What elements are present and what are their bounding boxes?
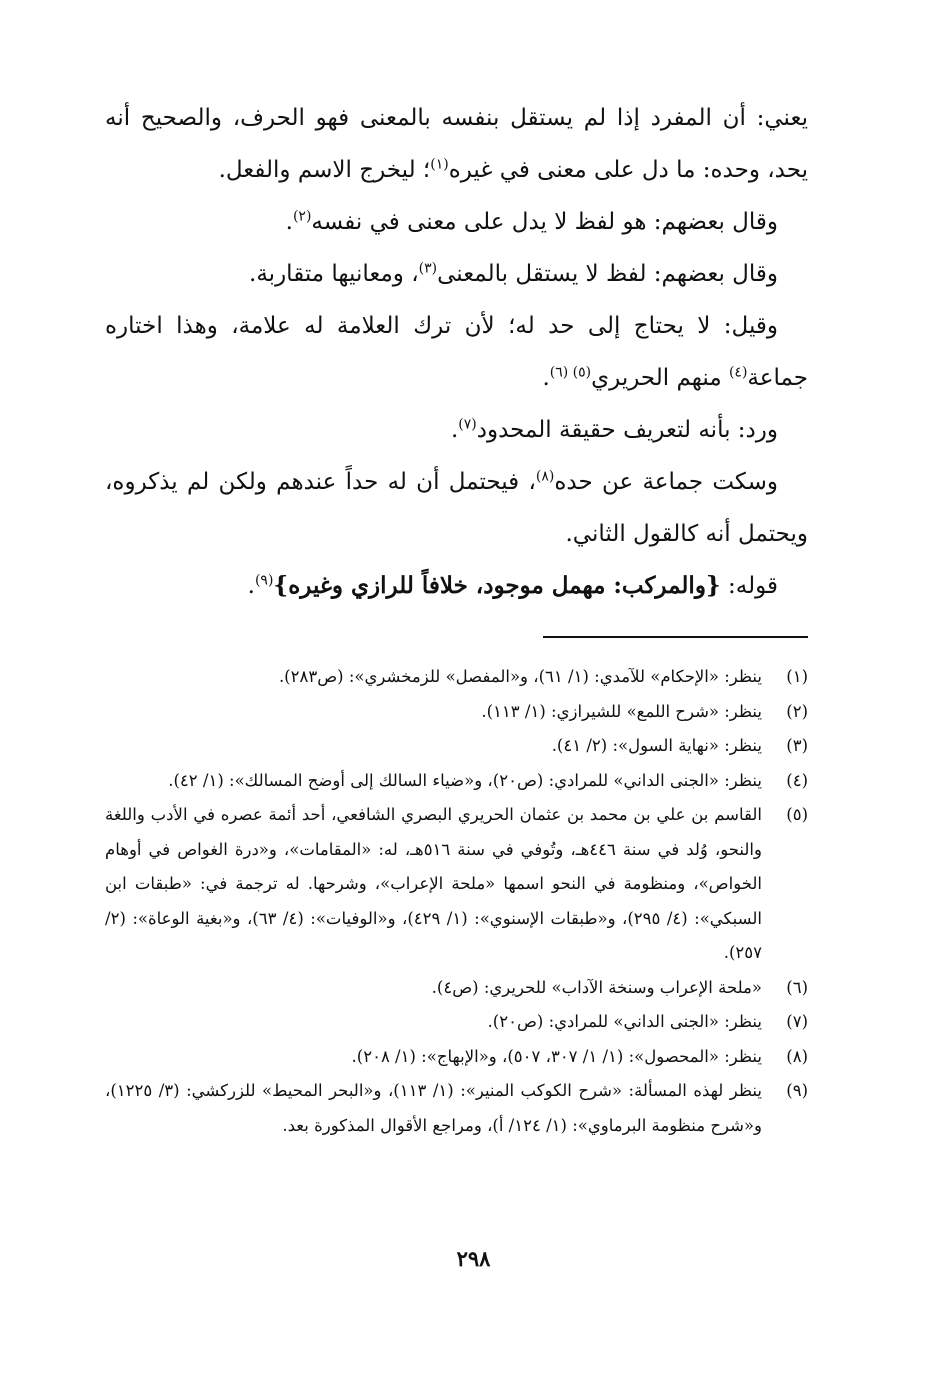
- footnote-number: (٦): [786, 977, 808, 997]
- footnote-reference: (٢): [292, 208, 312, 225]
- footnote-number: (٧): [786, 1012, 808, 1031]
- body-text-segment: ، فيحتمل أن له حداً عندهم ولكن لم يذكروه، ويحتمل أنه كالقول الثاني.: [105, 469, 808, 547]
- body-text-segment: .: [450, 417, 459, 443]
- footnote-number: (٨): [786, 1046, 808, 1066]
- footnote-text: ينظر: «شرح اللمع» للشيرازي: (١/ ١١٣).: [481, 701, 762, 721]
- footnote-number: (١): [786, 667, 808, 686]
- body-paragraph: [105, 300, 808, 404]
- body-text-segment: .: [247, 573, 255, 599]
- body-text-segment: وقال بعضهم: هو لفظ لا يدل على معنى في نفسه: [311, 209, 778, 235]
- body-text-segment: وسكت جماعة عن حده: [554, 469, 778, 495]
- footnote-number: (٩): [786, 1081, 808, 1100]
- page-number: ٢٩٨: [456, 1246, 491, 1271]
- footnote: [105, 1040, 808, 1075]
- body-paragraph: [105, 404, 808, 456]
- footnote-reference: (٤): [728, 364, 748, 381]
- footnote-text: ينظر: «الجنى الداني» للمرادي: (ص٢٠)، و«ضياء السالك إلى أوضح المسالك»: (١/ ٤٢).: [168, 770, 762, 790]
- footnote-number: (٢): [786, 701, 808, 721]
- footnote-separator: [543, 636, 808, 638]
- footnote-reference: (٧): [458, 416, 477, 433]
- footnote: [105, 695, 808, 730]
- body-text-segment: وقيل: لا يحتاج إلى حد له؛ لأن ترك العلامة له علامة، وهذا اختاره جماعة: [105, 313, 808, 391]
- body-paragraph: [105, 248, 808, 300]
- footnote-text: ينظر: «الإحكام» للآمدي: (١/ ٦١)، و«المفصل» للزمخشري»: (ص٢٨٣).: [278, 667, 762, 686]
- quoted-matn-text: {والمركب: مهمل موجود، خلافاً للرازي وغيره}: [273, 572, 721, 599]
- footnote: [105, 798, 808, 971]
- footnote: [105, 764, 808, 799]
- body-text-segment: ، ومعانيها متقاربة.: [249, 261, 419, 287]
- body-paragraph: [105, 92, 808, 196]
- body-text-segment: قوله:: [720, 573, 778, 599]
- body-paragraph: [105, 560, 808, 612]
- footnote-reference: (٨): [535, 468, 555, 485]
- footnote-number: (٣): [786, 736, 808, 755]
- footnote-text: ينظر: «الجنى الداني» للمرادي: (ص٢٠).: [487, 1012, 762, 1031]
- footnote-number: (٥): [786, 805, 808, 824]
- body-text-segment: وقال بعضهم: لفظ لا يستقل بالمعنى: [437, 261, 778, 287]
- footnote-text: ينظر: «المحصول»: (١/ ١/ ٣٠٧، ٥٠٧)، و«الإبهاج»: (١/ ٢٠٨).: [351, 1046, 762, 1066]
- body-paragraph: [105, 456, 808, 560]
- body-text-segment: .: [285, 209, 293, 235]
- footnote: [105, 1074, 808, 1143]
- footnote-text: القاسم بن علي بن محمد بن عثمان الحريري البصري الشافعي، أحد أئمة عصره في الأدب واللغة والنحو، وُلد في سنة ٤٤٦هـ، وتُوفي في سنة ٥١٦هـ، له: «المقامات»، و«درة الغواص في أوهام الخواص»، ومنظومة في النحو اسمها «ملحة الإعراب»، وشرحها. له ترجمة في: «طبقات ابن السبكي»: (٤/ ٢٩٥)، و«طبقات الإسنوي»: (١/ ٤٢٩)، و«الوفيات»: (٤/ ٦٣)، و«بغية الوعاة»: (٢/ ٢٥٧).: [105, 805, 762, 962]
- footnote-text: «ملحة الإعراب وسنخة الآداب» للحريري: (ص٤).: [431, 977, 762, 997]
- footnotes: [105, 660, 808, 1143]
- footnote-reference: (٣): [418, 260, 438, 277]
- body-paragraph: [105, 196, 808, 248]
- body-text-segment: .: [542, 365, 550, 391]
- body-text-segment: يعني: أن المفرد إذا لم يستقل بنفسه بالمعنى فهو الحرف، والصحيح أنه يحد، وحده: ما دل على معنى في غيره: [105, 105, 808, 183]
- body-text-segment: منهم الحريري: [591, 365, 729, 391]
- footnote-reference: (١): [430, 156, 449, 173]
- footnote-number: (٤): [786, 770, 808, 790]
- footnote-text: ينظر لهذه المسألة: «شرح الكوكب المنير»: (١/ ١١٣)، و«البحر المحيط» للزركشي: (٣/ ١٢٢٥)، و«شرح منظومة البرماوي»: (١/ ١٢٤/ أ)، ومراجع الأقوال المذكورة بعد.: [105, 1081, 762, 1135]
- footnote: [105, 971, 808, 1006]
- footnote-text: ينظر: «نهاية السول»: (٢/ ٤١).: [551, 736, 762, 755]
- main-text: [105, 92, 808, 612]
- footnote: [105, 660, 808, 695]
- footnote: [105, 1005, 808, 1040]
- body-text-segment: ؛ ليخرج الاسم والفعل.: [218, 157, 431, 183]
- footnote: [105, 729, 808, 764]
- body-text-segment: ورد: بأنه لتعريف حقيقة المحدود: [476, 417, 778, 443]
- footnote-reference: (٥) (٦): [549, 364, 592, 381]
- footnote-reference: (٩): [254, 572, 274, 589]
